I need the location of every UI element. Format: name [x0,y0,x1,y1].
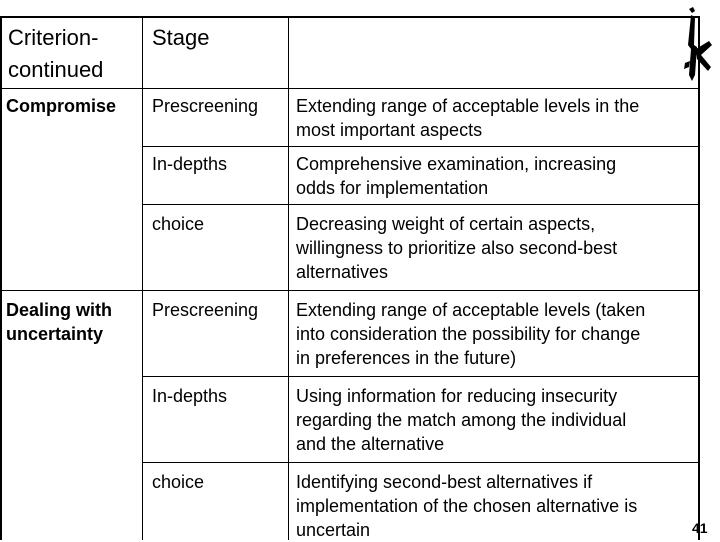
description-cell: Comprehensive examination, increasing odds for implementation [296,154,617,198]
page-number: 41 [692,520,708,536]
criterion-cell: Dealing with uncertainty [6,300,113,344]
table-border-top [0,16,700,18]
description-cell: Decreasing weight of certain aspects, willingness to prioritize also second-best alternatives [296,214,618,282]
stage-cell: Prescreening [152,96,259,116]
stage-cell: choice [152,214,205,234]
stage-cell: In-depths [152,386,228,406]
row-divider [142,146,700,147]
row-divider [0,290,700,291]
description-cell: Identifying second-best alternatives if implementation of the chosen alternative is uncertain [296,472,638,540]
stage-cell: choice [152,472,205,492]
table-border-left [0,16,2,540]
criterion-cell: Compromise [6,96,117,116]
row-divider [0,88,700,89]
stage-cell: In-depths [152,154,228,174]
description-cell: Extending range of acceptable levels (taken into consideration the possibility for change in preferences in the future) [296,300,646,368]
header-stage: Stage [152,25,210,50]
description-cell: Using information for reducing insecurity regarding the match among the individual and the alternative [296,386,627,454]
row-divider [142,376,700,377]
stage-cell: Prescreening [152,300,259,320]
header-criterion: Criterion- continued [8,25,104,82]
description-cell: Extending range of acceptable levels in the most important aspects [296,96,640,140]
university-logo-icon [683,5,715,83]
row-divider [142,204,700,205]
row-divider [142,462,700,463]
